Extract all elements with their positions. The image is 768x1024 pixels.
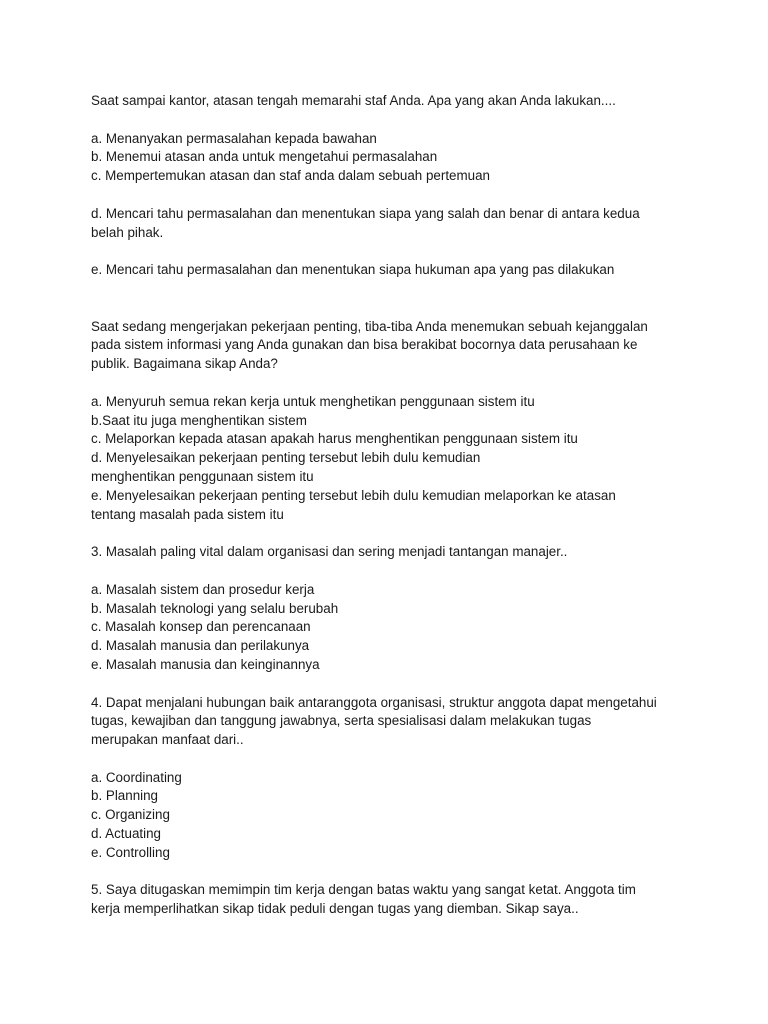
question-5 [91, 881, 691, 919]
option-c: c. Mempertemukan atasan dan staf anda dalam sebuah pertemuan [91, 168, 490, 184]
option-d-continued: menghentikan penggunaan sistem itu [91, 468, 314, 484]
option-c: c. Masalah konsep dan perencanaan [91, 619, 311, 635]
option-e: e. Menyelesaikan pekerjaan penting tersebut lebih dulu kemudian melaporkan ke atasan [91, 487, 616, 503]
question-text: Saat sampai kantor, atasan tengah memarahi staf Anda. Apa yang akan Anda lakukan.... [91, 93, 616, 108]
option-d: d. Masalah manusia dan perilakunya [91, 638, 310, 654]
option-b: b. Masalah teknologi yang selalu berubah [91, 600, 339, 616]
option-a: a. Menyuruh semua rekan kerja untuk menghetikan penggunaan sistem itu [91, 393, 535, 409]
option-d: d. Mencari tahu permasalahan dan menentukan siapa yang salah dan benar di antara kedua [91, 205, 640, 221]
option-a: a. Coordinating [91, 769, 182, 785]
option-d-continued: belah pihak. [91, 224, 164, 240]
question-3 [91, 543, 691, 675]
question-1 [91, 92, 691, 280]
option-a: a. Menanyakan permasalahan kepada bawahan [91, 130, 377, 146]
question-text-continued: tugas, kewajiban dan tanggung jawabnya, serta spesialisasi dalam melakukan tugas [91, 713, 592, 729]
option-c: c. Melaporkan kepada atasan apakah harus menghentikan penggunaan sistem itu [91, 431, 578, 447]
question-text-continued: merupakan manfaat dari.. [91, 732, 244, 748]
question-text: 5. Saya ditugaskan memimpin tim kerja dengan batas waktu yang sangat ketat. Anggota tim [91, 882, 636, 898]
document-body [91, 92, 691, 919]
question-text-continued: kerja memperlihatkan sikap tidak peduli dengan tugas yang diemban. Sikap saya.. [91, 901, 579, 917]
question-text: Saat sedang mengerjakan pekerjaan penting, tiba-tiba Anda menemukan sebuah kejanggalan [91, 318, 648, 334]
question-text-continued: pada sistem informasi yang Anda gunakan dan bisa berakibat bocornya data perusahaan ke [91, 337, 638, 353]
option-b: b. Planning [91, 788, 159, 804]
option-e-continued: tentang masalah pada sistem itu [91, 506, 284, 522]
option-e: e. Mencari tahu permasalahan dan menentukan siapa hukuman apa yang pas dilakukan [91, 262, 615, 278]
option-c: c. Organizing [91, 807, 170, 823]
option-b: b.Saat itu juga menghentikan sistem [91, 412, 307, 428]
question-text: 4. Dapat menjalani hubungan baik antaranggota organisasi, struktur anggota dapat mengetahui [91, 694, 657, 710]
option-a: a. Masalah sistem dan prosedur kerja [91, 581, 315, 597]
option-d: d. Actuating [91, 826, 161, 842]
option-b: b. Menemui atasan anda untuk mengetahui permasalahan [91, 149, 438, 165]
question-text: 3. Masalah paling vital dalam organisasi dan sering menjadi tantangan manajer.. [91, 544, 568, 560]
option-e: e. Masalah manusia dan keinginannya [91, 656, 320, 672]
question-text-continued: publik. Bagaimana sikap Anda? [91, 356, 278, 372]
question-4 [91, 694, 691, 863]
question-2 [91, 318, 691, 525]
option-e: e. Controlling [91, 844, 170, 860]
option-d: d. Menyelesaikan pekerjaan penting tersebut lebih dulu kemudian [91, 450, 481, 466]
